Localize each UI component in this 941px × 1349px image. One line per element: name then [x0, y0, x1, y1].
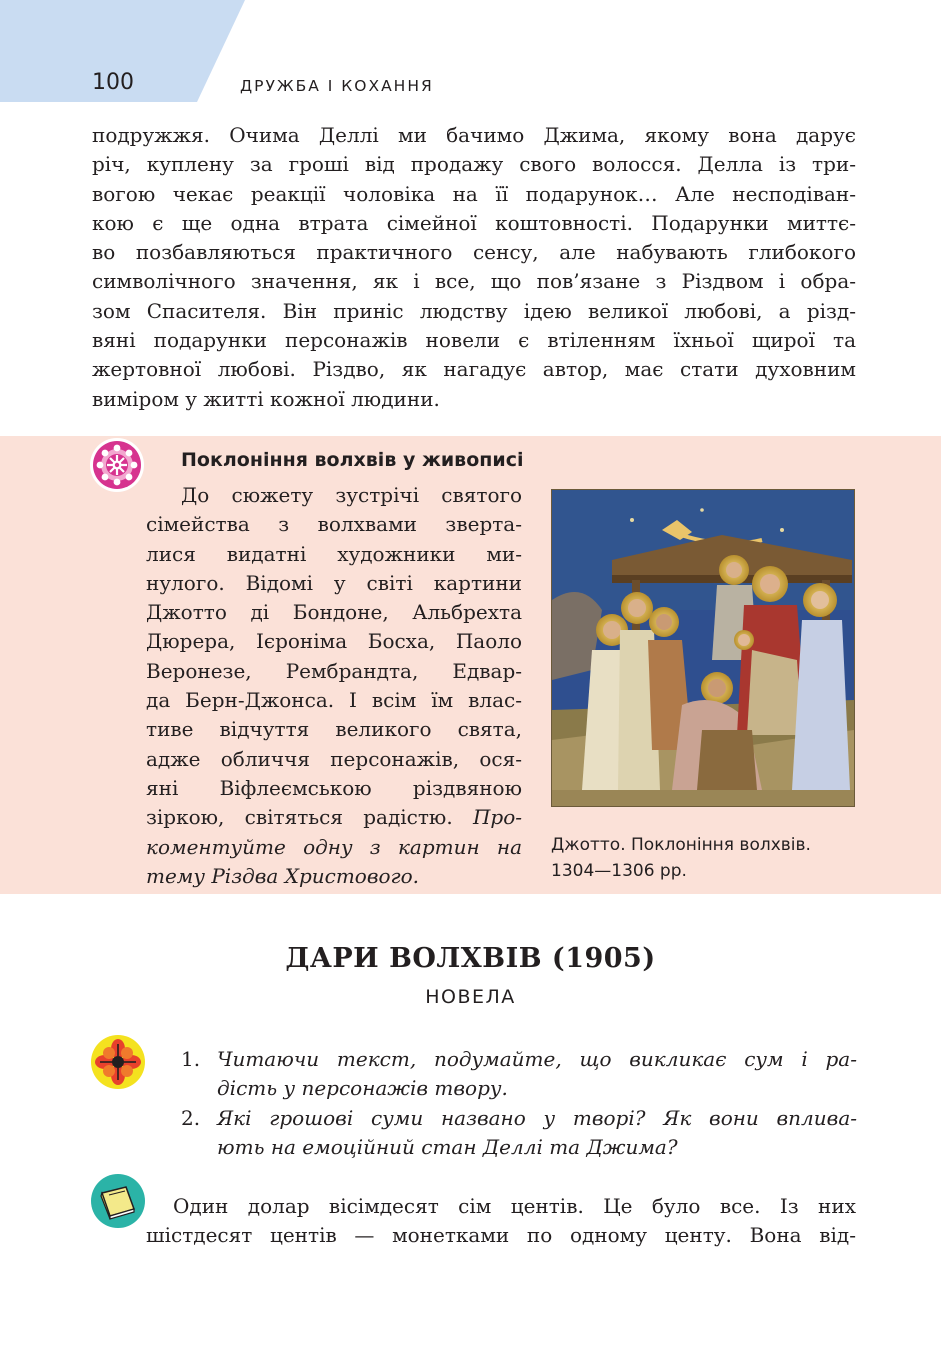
caption-line: Джотто. Поклоніння волхвів. — [551, 835, 811, 855]
text-line: Джотто ді Бондоне, Альбрехта — [146, 600, 522, 625]
text-line: виміром у житті кожної людини. — [92, 386, 440, 411]
question-line: дість у персонажів твору. — [217, 1076, 508, 1101]
text-line: тиве відчуття великого свята, — [146, 717, 522, 742]
painting-caption — [551, 832, 811, 884]
text-line: нулого. Відомі у світі картини — [146, 570, 522, 595]
work-genre: НОВЕЛА — [425, 986, 516, 1008]
text-line: річ, куплену за гроші від продажу свого волосся. Делла із три- — [92, 152, 856, 177]
text-line: символічного значення, як і все, що пов’язане з Різдвом і обра- — [92, 269, 856, 294]
text-line: До сюжету зустрічі святого — [181, 483, 522, 507]
text-line: Дюрера, Ієроніма Босха, Паоло — [146, 629, 522, 654]
text-line: да Берн-Джонса. І всім їм влас- — [146, 688, 522, 713]
text-plain-part: зіркою, світяться радістю. — [146, 805, 453, 830]
question-line: Читаючи текст, подумайте, що викликає сум і ра- — [217, 1047, 857, 1071]
question-item — [181, 1104, 857, 1163]
book-icon — [90, 1173, 146, 1229]
question-number: 1. — [181, 1047, 201, 1071]
running-head: ДРУЖБА І КОХАННЯ — [240, 77, 434, 95]
flower-icon — [90, 1034, 146, 1090]
text-line: подружжя. Очима Деллі ми бачимо Джима, якому вона дарує — [92, 123, 856, 147]
intro-paragraph — [92, 121, 856, 414]
question-number: 2. — [181, 1105, 201, 1130]
ornament-wheel-icon — [89, 437, 145, 493]
text-italic-part: Про- — [472, 805, 522, 830]
question-item — [181, 1045, 857, 1104]
page-number: 100 — [92, 70, 134, 95]
question-line: Які грошові суми названо у творі? Як вони вплива- — [217, 1105, 857, 1130]
text-line: лися видатні художники ми- — [146, 541, 522, 566]
text-line: сімейства з волхвами зверта- — [146, 512, 522, 537]
text-line: вяні подарунки персонажів новели є втіленням їхньої щирої та — [92, 328, 856, 353]
question-line: ють на емоційний стан Деллі та Джима? — [217, 1134, 678, 1159]
text-line: кою є ще одна втрата сімейної коштовності. Подарунки миттє- — [92, 210, 856, 235]
text-line: зом Спасителя. Він приніс людству ідею великої любові, а різд- — [92, 298, 856, 323]
text-line: во позбавляються практичного сенсу, але набувають глибокого — [92, 240, 856, 265]
text-line-italic: тему Різдва Христового. — [146, 863, 420, 888]
art-box-text — [146, 481, 522, 891]
story-text — [146, 1192, 856, 1251]
questions-list — [181, 1045, 857, 1162]
painting-image — [551, 489, 855, 807]
text-line: яні Віфлеємською різдвяною — [146, 775, 522, 800]
text-line: адже обличчя персонажів, ося- — [146, 746, 522, 771]
text-line: Один долар вісімдесят сім центів. Це було все. Із них — [173, 1194, 856, 1218]
art-box-heading: Поклоніння волхвів у живописі — [181, 449, 524, 471]
work-title: ДАРИ ВОЛХВІВ (1905) — [285, 943, 656, 974]
text-line-italic: коментуйте одну з картин на — [146, 834, 522, 859]
caption-line: 1304—1306 рр. — [551, 861, 687, 881]
text-line — [146, 803, 522, 832]
text-line: вогою чекає реакції чоловіка на її подарунок… Але несподіван- — [92, 181, 856, 206]
text-line: Веронезе, Рембрандта, Едвар- — [146, 658, 522, 683]
text-line: шістдесят центів — монетками по одному центу. Вона від- — [146, 1223, 856, 1248]
text-line: жертовної любові. Різдво, як нагадує автор, має стати духовним — [92, 357, 856, 382]
